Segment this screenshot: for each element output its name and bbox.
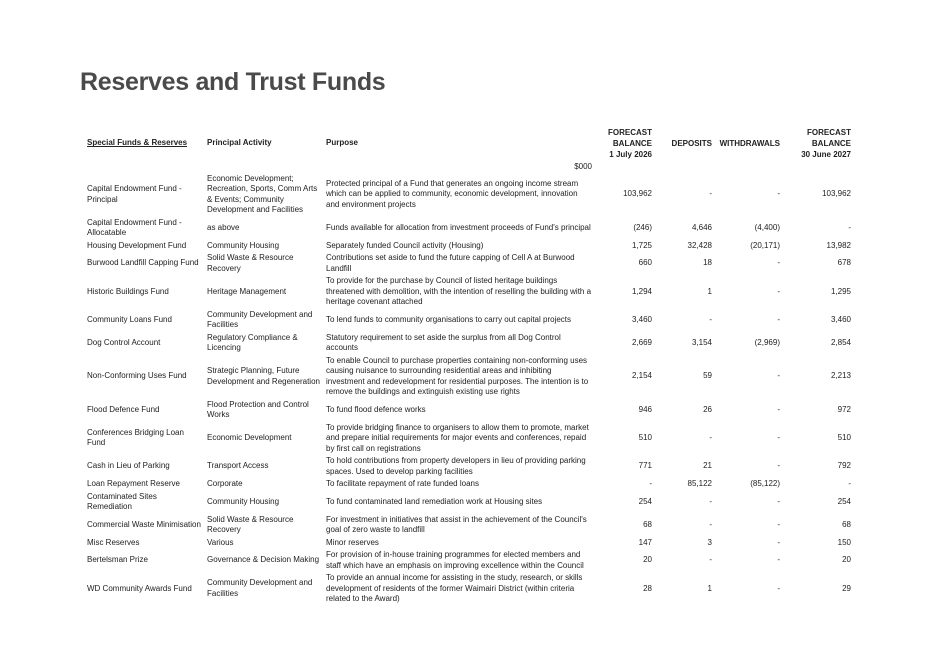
deposits-cell: 32,428 bbox=[687, 240, 712, 250]
forecast-closing-cell: 2,854 bbox=[830, 337, 851, 347]
fund-name-cell: Dog Control Account bbox=[87, 337, 161, 347]
principal-activity-cell: Solid Waste & Resource Recovery bbox=[207, 514, 294, 534]
withdrawals-cell: (4,400) bbox=[754, 222, 780, 232]
principal-activity-cell: Heritage Management bbox=[207, 286, 287, 296]
deposits-cell: 18 bbox=[703, 258, 712, 268]
withdrawals-cell: - bbox=[777, 286, 780, 296]
forecast-opening-cell: 1,294 bbox=[631, 286, 652, 296]
table-row bbox=[84, 217, 854, 240]
table-row bbox=[84, 549, 854, 572]
purpose-cell: To facilitate repayment of rate funded loans bbox=[326, 479, 479, 488]
table-row bbox=[84, 252, 854, 275]
deposits-cell: 1 bbox=[707, 286, 712, 296]
table-row bbox=[84, 399, 854, 422]
withdrawals-cell: - bbox=[777, 519, 780, 529]
col-header-deposits: DEPOSITS bbox=[671, 139, 712, 148]
col-header-purpose: Purpose bbox=[326, 138, 359, 148]
forecast-opening-cell: 20 bbox=[643, 555, 652, 565]
deposits-cell: 3 bbox=[707, 537, 712, 547]
principal-activity-cell: Transport Access bbox=[207, 461, 269, 471]
fund-name-cell: Capital Endowment Fund - Allocatable bbox=[87, 217, 182, 237]
purpose-cell: Contributions set aside to fund the future capping of Cell A at Burwood Landfill bbox=[326, 253, 575, 273]
fund-name-cell: Historic Buildings Fund bbox=[87, 286, 169, 296]
withdrawals-cell: - bbox=[777, 404, 780, 414]
purpose-cell: To lend funds to community organisations to carry out capital projects bbox=[326, 314, 572, 324]
withdrawals-cell: - bbox=[777, 496, 780, 506]
principal-activity-cell: Various bbox=[207, 537, 234, 547]
deposits-cell: 1 bbox=[707, 583, 712, 593]
purpose-cell: Minor reserves bbox=[326, 537, 379, 547]
principal-activity-cell: Community Development and Facilities bbox=[207, 578, 313, 598]
principal-activity-cell: Corporate bbox=[207, 479, 243, 488]
deposits-cell: - bbox=[709, 496, 712, 506]
forecast-closing-cell: 68 bbox=[842, 519, 851, 529]
purpose-cell: To provide an annual income for assisting in the study, research, or skills development of residents of the former Waimairi District (within criteria related to the Award) bbox=[326, 573, 583, 603]
forecast-opening-cell: 946 bbox=[638, 404, 652, 414]
fund-name-cell: Contaminated Sites Remediation bbox=[87, 491, 157, 511]
table-row bbox=[84, 355, 854, 399]
forecast-closing-cell: 29 bbox=[842, 583, 851, 593]
forecast-opening-cell: 3,460 bbox=[631, 314, 652, 324]
col-header-withdrawals: WITHDRAWALS bbox=[719, 139, 780, 148]
fund-name-cell: Community Loans Fund bbox=[87, 314, 172, 324]
fund-name-cell: Non-Conforming Uses Fund bbox=[87, 371, 187, 381]
withdrawals-cell: (20,171) bbox=[750, 240, 780, 250]
table-header-row bbox=[84, 127, 854, 162]
purpose-cell: Funds available for allocation from investment proceeds of Fund's principal bbox=[326, 222, 591, 232]
deposits-cell: 85,122 bbox=[687, 479, 712, 488]
withdrawals-cell: - bbox=[777, 537, 780, 547]
table-row bbox=[84, 537, 854, 550]
forecast-opening-cell: - bbox=[649, 479, 652, 488]
purpose-cell: To fund flood defence works bbox=[326, 404, 426, 414]
forecast-opening-cell: 771 bbox=[638, 461, 652, 471]
forecast-opening-cell: 2,154 bbox=[631, 371, 652, 381]
forecast-closing-cell: - bbox=[848, 222, 851, 232]
purpose-cell: To provide bridging finance to organisers to allow them to promote, market and prepare initial requirements for major events and conferences, repaid by first call on registrations bbox=[326, 422, 589, 453]
forecast-closing-cell: 150 bbox=[837, 537, 851, 547]
table-row bbox=[84, 309, 854, 332]
forecast-closing-cell: - bbox=[848, 479, 851, 488]
table-row bbox=[84, 240, 854, 253]
forecast-closing-cell: 792 bbox=[837, 461, 851, 471]
reserves-table bbox=[84, 127, 854, 606]
page-title: Reserves and Trust Funds bbox=[80, 68, 386, 96]
table-row bbox=[84, 422, 854, 456]
forecast-opening-cell: 510 bbox=[638, 433, 652, 442]
fund-name-cell: Bertelsman Prize bbox=[87, 555, 148, 565]
purpose-cell: To fund contaminated land remediation work at Housing sites bbox=[326, 496, 543, 506]
principal-activity-cell: Community Development and Facilities bbox=[207, 309, 313, 329]
withdrawals-cell: (85,122) bbox=[750, 479, 780, 488]
forecast-opening-cell: 660 bbox=[638, 258, 652, 268]
fund-name-cell: Burwood Landfill Capping Fund bbox=[87, 258, 199, 268]
col-header-forecast-closing: FORECAST BALANCE 30 June 2027 bbox=[801, 128, 851, 159]
principal-activity-cell: Strategic Planning, Future Development and Regeneration bbox=[207, 366, 320, 386]
deposits-cell: - bbox=[709, 189, 712, 199]
principal-activity-cell: Flood Protection and Control Works bbox=[207, 399, 309, 419]
forecast-opening-cell: 254 bbox=[638, 496, 652, 506]
withdrawals-cell: - bbox=[777, 583, 780, 593]
withdrawals-cell: - bbox=[777, 258, 780, 268]
deposits-cell: 21 bbox=[703, 461, 712, 471]
withdrawals-cell: - bbox=[777, 461, 780, 471]
fund-name-cell: Housing Development Fund bbox=[87, 240, 187, 250]
purpose-cell: For investment in initiatives that assist in the achievement of the Council's goal of zero waste to landfill bbox=[326, 514, 587, 534]
deposits-cell: 3,154 bbox=[691, 337, 712, 347]
table-body bbox=[84, 162, 854, 606]
fund-name-cell: Cash in Lieu of Parking bbox=[87, 461, 170, 471]
table-row bbox=[84, 514, 854, 537]
fund-name-cell: Flood Defence Fund bbox=[87, 404, 160, 414]
principal-activity-cell: Community Housing bbox=[207, 240, 280, 250]
table-row bbox=[84, 173, 854, 217]
forecast-opening-cell: 2,669 bbox=[631, 337, 652, 347]
withdrawals-cell: - bbox=[777, 189, 780, 199]
deposits-cell: - bbox=[709, 519, 712, 529]
forecast-opening-cell: 147 bbox=[638, 537, 652, 547]
forecast-closing-cell: 510 bbox=[837, 433, 851, 442]
forecast-closing-cell: 20 bbox=[842, 555, 851, 565]
forecast-opening-cell: 1,725 bbox=[631, 240, 652, 250]
forecast-closing-cell: 3,460 bbox=[830, 314, 851, 324]
table-row bbox=[84, 491, 854, 514]
table-row bbox=[84, 572, 854, 606]
deposits-cell: - bbox=[709, 433, 712, 442]
table-row bbox=[84, 478, 854, 491]
fund-name-cell: Conferences Bridging Loan Fund bbox=[87, 427, 184, 448]
deposits-cell: 4,646 bbox=[691, 222, 712, 232]
forecast-opening-cell: 103,962 bbox=[623, 189, 652, 199]
unit-row bbox=[84, 162, 854, 173]
principal-activity-cell: Solid Waste & Resource Recovery bbox=[207, 253, 294, 273]
withdrawals-cell: - bbox=[777, 371, 780, 381]
purpose-cell: Statutory requirement to set aside the surplus from all Dog Control accounts bbox=[326, 332, 561, 352]
forecast-opening-cell: 68 bbox=[643, 519, 652, 529]
fund-name-cell: Commercial Waste Minimisation bbox=[87, 519, 201, 529]
purpose-cell: Separately funded Council activity (Housing) bbox=[326, 240, 484, 250]
forecast-closing-cell: 972 bbox=[837, 404, 851, 414]
forecast-closing-cell: 1,295 bbox=[830, 286, 851, 296]
forecast-closing-cell: 678 bbox=[837, 258, 851, 268]
principal-activity-cell: Community Housing bbox=[207, 496, 280, 506]
fund-name-cell: Loan Repayment Reserve bbox=[87, 479, 180, 488]
deposits-cell: 59 bbox=[703, 371, 712, 381]
purpose-cell: To provide for the purchase by Council of listed heritage buildings threatened with demolition, with the intention of reselling the building with a heritage covenant attached bbox=[326, 276, 592, 306]
forecast-closing-cell: 2,213 bbox=[830, 371, 851, 381]
purpose-cell: To enable Council to purchase properties containing non-conforming uses causing nuisance to surrounding residential areas and inhibiting investment and redevelopment for residential purposes. The intention is to remove the buildings and extinguish existing use rights bbox=[326, 355, 589, 396]
table-row bbox=[84, 275, 854, 309]
col-header-fund: Special Funds & Reserves bbox=[87, 138, 188, 148]
principal-activity-cell: Economic Development bbox=[207, 433, 292, 442]
withdrawals-cell: - bbox=[777, 433, 780, 442]
fund-name-cell: Capital Endowment Fund - Principal bbox=[87, 184, 182, 204]
table-row bbox=[84, 455, 854, 478]
table-row bbox=[84, 332, 854, 355]
forecast-opening-cell: (246) bbox=[633, 222, 652, 232]
withdrawals-cell: - bbox=[777, 314, 780, 324]
purpose-cell: To hold contributions from property developers in lieu of providing parking spaces. Used to develop parking facilities bbox=[326, 456, 586, 476]
principal-activity-cell: Regulatory Compliance & Licencing bbox=[207, 332, 298, 352]
col-header-activity: Principal Activity bbox=[207, 138, 272, 148]
forecast-closing-cell: 103,962 bbox=[822, 189, 851, 199]
purpose-cell: Protected principal of a Fund that generates an ongoing income stream which can be applied to community, economic development, innovation and environment projects bbox=[326, 178, 579, 209]
col-header-forecast-opening: FORECAST BALANCE 1 July 2026 bbox=[608, 128, 652, 159]
principal-activity-cell: as above bbox=[207, 222, 240, 232]
withdrawals-cell: (2,969) bbox=[754, 337, 780, 347]
forecast-closing-cell: 13,982 bbox=[826, 240, 851, 250]
fund-name-cell: Misc Reserves bbox=[87, 537, 140, 547]
purpose-cell: For provision of in-house training programmes for elected members and staff which have an emphasis on improving excellence within the Council bbox=[326, 550, 584, 570]
fund-name-cell: WD Community Awards Fund bbox=[87, 583, 192, 593]
unit-label: $000 bbox=[574, 162, 592, 171]
principal-activity-cell: Economic Development; Recreation, Sports, Comm Arts & Events; Community Development and Facilities bbox=[207, 173, 318, 214]
deposits-cell: - bbox=[709, 314, 712, 324]
forecast-opening-cell: 28 bbox=[643, 583, 652, 593]
principal-activity-cell: Governance & Decision Making bbox=[207, 555, 320, 565]
deposits-cell: - bbox=[709, 555, 712, 565]
withdrawals-cell: - bbox=[777, 555, 780, 565]
forecast-closing-cell: 254 bbox=[837, 496, 851, 506]
deposits-cell: 26 bbox=[703, 404, 712, 414]
